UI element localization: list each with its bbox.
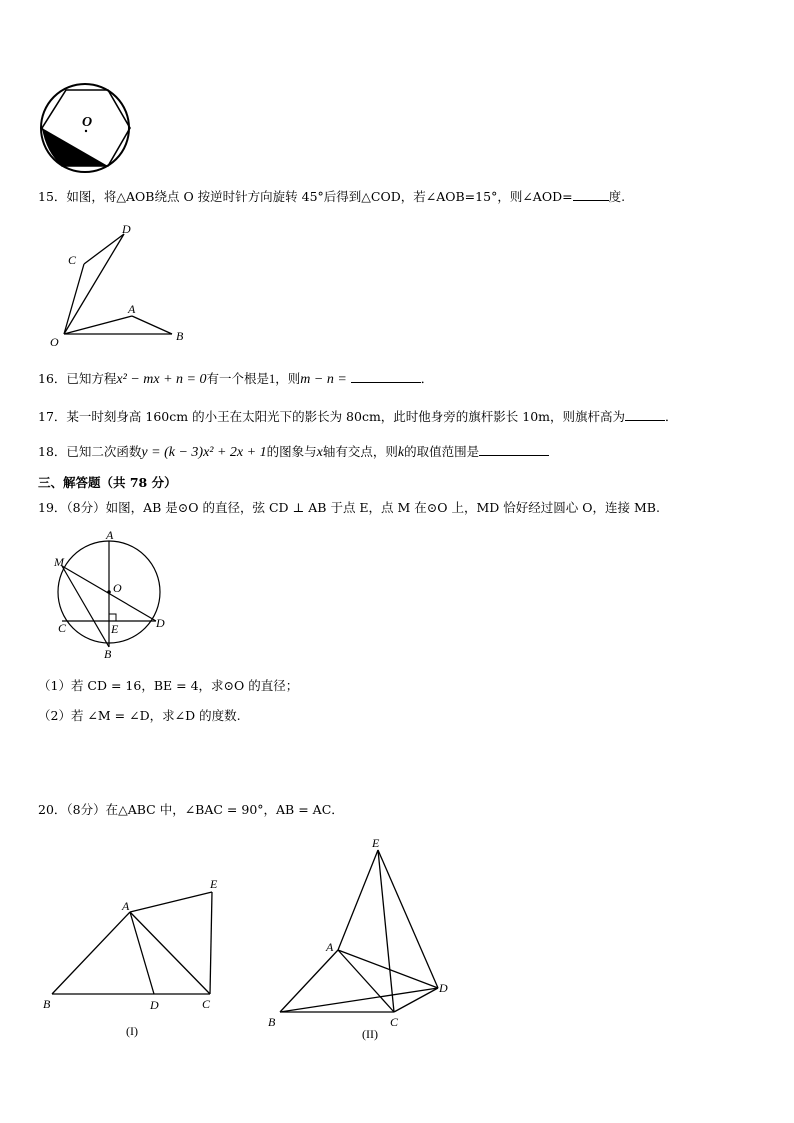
label-c: C (58, 621, 67, 635)
label-a: A (326, 940, 334, 954)
label-d: D (150, 998, 159, 1012)
answer-blank-15[interactable] (573, 188, 609, 201)
rotation-triangle-figure (44, 220, 204, 350)
answer-blank-17[interactable] (625, 408, 665, 421)
question-19-part-2: （2）若 ∠M = ∠D，求∠D 的度数. (38, 708, 241, 723)
label-a: A (106, 530, 114, 542)
question-17: 17．某一时刻身高 160cm 的小王在太阳光下的影长为 80cm，此时他身旁的旗杆影长 10m，则旗杆高为 ． (38, 409, 678, 424)
label-c: C (390, 1015, 399, 1029)
label-a: A (122, 899, 130, 913)
circle-chord-figure (50, 530, 180, 660)
label-m: M (54, 555, 64, 569)
answer-blank-16[interactable] (351, 370, 421, 383)
figure-caption-1: (I) (126, 1024, 138, 1038)
center-label-o: O (82, 115, 93, 130)
label-b: B (268, 1015, 276, 1029)
label-o: O (50, 335, 59, 349)
label-c: C (202, 997, 211, 1011)
label-c: C (68, 253, 77, 267)
label-a: A (128, 302, 136, 316)
question-16: 16．已知方程x² − mx + n = 0有一个根是1，则m − n = ． (38, 371, 434, 387)
triangle-figure-1 (38, 870, 228, 1045)
label-b: B (176, 329, 184, 343)
label-b: B (104, 647, 112, 660)
section-title-3: 三、解答题（共 78 分） (38, 475, 177, 490)
label-e: E (210, 877, 218, 891)
label-d: D (439, 981, 448, 995)
answer-blank-18[interactable] (479, 443, 549, 456)
triangle-figure-2 (262, 832, 462, 1047)
label-o: O (113, 581, 122, 595)
question-18: 18．已知二次函数y = (k − 3)x² + 2x + 1的图象与x轴有交点，则k的取值范围是 (38, 443, 549, 461)
label-e: E (372, 836, 380, 850)
question-15: 15．如图，将△AOB绕点 O 按逆时针方向旋转 45°后得到△COD，若∠AOB=15°，则∠AOD= 度. (38, 189, 626, 204)
question-19: 19．（8分）如图，AB 是⊙O 的直径，弦 CD ⊥ AB 于点 E，点 M 在⊙O 上，MD 恰好经过圆心 O，连接 MB. (38, 500, 660, 515)
question-20: 20．（8分）在△ABC 中，∠BAC = 90°，AB = AC． (38, 802, 344, 817)
label-e: E (111, 622, 119, 636)
label-d: D (156, 616, 165, 630)
hexagon-circle-figure (38, 82, 138, 174)
label-b: B (43, 997, 51, 1011)
question-19-part-1: （1）若 CD = 16，BE = 4，求⊙O 的直径； (38, 678, 299, 693)
label-d: D (122, 222, 131, 236)
figure-caption-2: (II) (362, 1027, 378, 1041)
